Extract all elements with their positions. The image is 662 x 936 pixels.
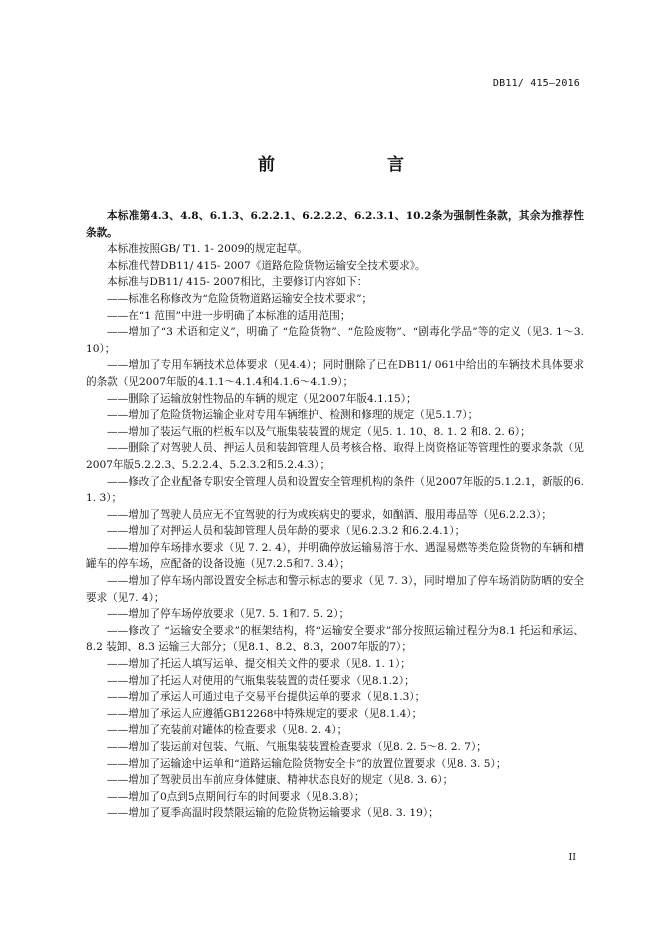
list-item: ——增加了“3 术语和定义”，明确了 “危险货物”、“危险废物”、“剧毒化学品”等的定义（见3. 1～3. 10）；: [86, 326, 584, 355]
list-item: ——增加了运输途中运单和“道路运输危险货物安全卡”的放置位置要求（见8. 3. 5）；: [107, 757, 507, 770]
foreword-body: [86, 208, 584, 822]
list-item: ——增加了0点到5点期间行车的时间要求（见8.3.8）；: [107, 790, 365, 803]
list-item: ——增加了危险货物运输企业对专用车辆维护、检测和修理的规定（见5.1.7）；: [107, 409, 479, 422]
page-title: 前 言: [258, 155, 430, 175]
list-item: ——标准名称修改为“危险货物道路运输安全技术要求”；: [107, 292, 373, 305]
list-item: ——删除了对驾驶人员、押运人员和装卸管理人员考核合格、取得上岗资格证等管理性的要求条款（见2007年版5.2.2.3、5.2.2.4、5.2.3.2和5.2.4.3）；: [86, 442, 584, 471]
paragraph: 本标准代替DB11/ 415- 2007《道路危险货物运输安全技术要求》。: [107, 259, 426, 272]
list-item: ——增加了专用车辆技术总体要求（见4.4）；同时删除了已在DB11/ 061中给出的车辆技术具体要求的条款（见2007年版的4.1.1～4.1.4和4.1.6～4.1.9）；: [86, 359, 584, 388]
list-item: ——增加停车场排水要求（见 7. 2. 4），并明确停放运输易溶于水、遇湿易燃等类危险货物的车辆和槽罐车的停车场，应配备的设备设施（见7.2.5和7. 3.4）；: [86, 541, 584, 571]
list-item: ——增加了夏季高温时段禁限运输的危险货物运输要求（见8. 3. 19）；: [107, 807, 439, 820]
list-item: ——增加了承运人应遵循GB12268中特殊规定的要求（见8.1.4）；: [107, 707, 423, 720]
list-item: ——增加了托运人填写运单、提交相关文件的要求（见8. 1. 1）；: [107, 658, 411, 671]
list-item: ——增加了装运气瓶的栏板车以及气瓶集装装置的规定（见5. 1. 10、8. 1. 2 和8. 2. 6）；: [107, 425, 531, 438]
list-item: ——增加了停车场停放要求（见7. 5. 1和7. 5. 2）；: [107, 608, 350, 621]
list-item: ——增加了对押运人员和装卸管理人员年龄的要求（见6.2.3.2 和6.2.4.1）；: [107, 525, 466, 538]
list-item: ——增加了驾驶员出车前应身体健康、精神状态良好的规定（见8. 3. 6）；: [107, 774, 454, 787]
list-item: ——修改了 “运输安全要求”的框架结构，将“运输安全要求”部分按照运输过程分为8.1 托运和承运、8.2 装卸、8.3 运输三大部分；（见8.1、8.2、8.3，2007年版的7）；: [86, 624, 584, 654]
paragraph: 本标准第4.3、4.8、6.1.3、6.2.2.1、6.2.2.2、6.2.3.1、10.2条为强制性条款，其余为推荐性条款。: [86, 210, 584, 239]
document-code: DB11/ 415—2016: [492, 78, 580, 89]
list-item: ——删除了运输放射性物品的车辆的规定（见2007年版4.1.15）；: [107, 392, 417, 405]
list-item: ——增加了驾驶人员应无不宜驾驶的行为或疾病史的要求，如酗酒、服用毒品等（见6.2.2.3）；: [107, 508, 552, 521]
list-item: ——增加了停车场内部设置安全标志和警示标志的要求（见 7. 3），同时增加了停车场消防防晒的安全要求（见7. 4）；: [86, 575, 584, 604]
list-item: ——增加了装运前对包装、气瓶、气瓶集装装置检查要求（见8. 2. 5～8. 2. 7）；: [107, 741, 487, 753]
paragraph: 本标准与DB11/ 415- 2007相比，主要修订内容如下：: [107, 276, 368, 289]
paragraph: 本标准按照GB/ T1. 1- 2009的规定起草。: [107, 243, 308, 256]
list-item: ——增加了承运人可通过电子交易平台提供运单的要求（见8.1.3）；: [107, 691, 426, 704]
list-item: ——增加了充装前对罐体的检查要求（见8. 2. 4）；: [107, 724, 348, 737]
list-item: ——在“1 范围”中进一步明确了本标准的适用范围；: [107, 309, 351, 322]
page-number: II: [568, 852, 576, 863]
list-item: ——修改了企业配备专职安全管理人员和设置安全管理机构的条件（见2007年版的5.1.2.1，新版的6. 1. 3）；: [86, 475, 584, 505]
list-item: ——增加了托运人对使用的气瓶集装装置的责任要求（见8.1.2）；: [107, 674, 415, 687]
